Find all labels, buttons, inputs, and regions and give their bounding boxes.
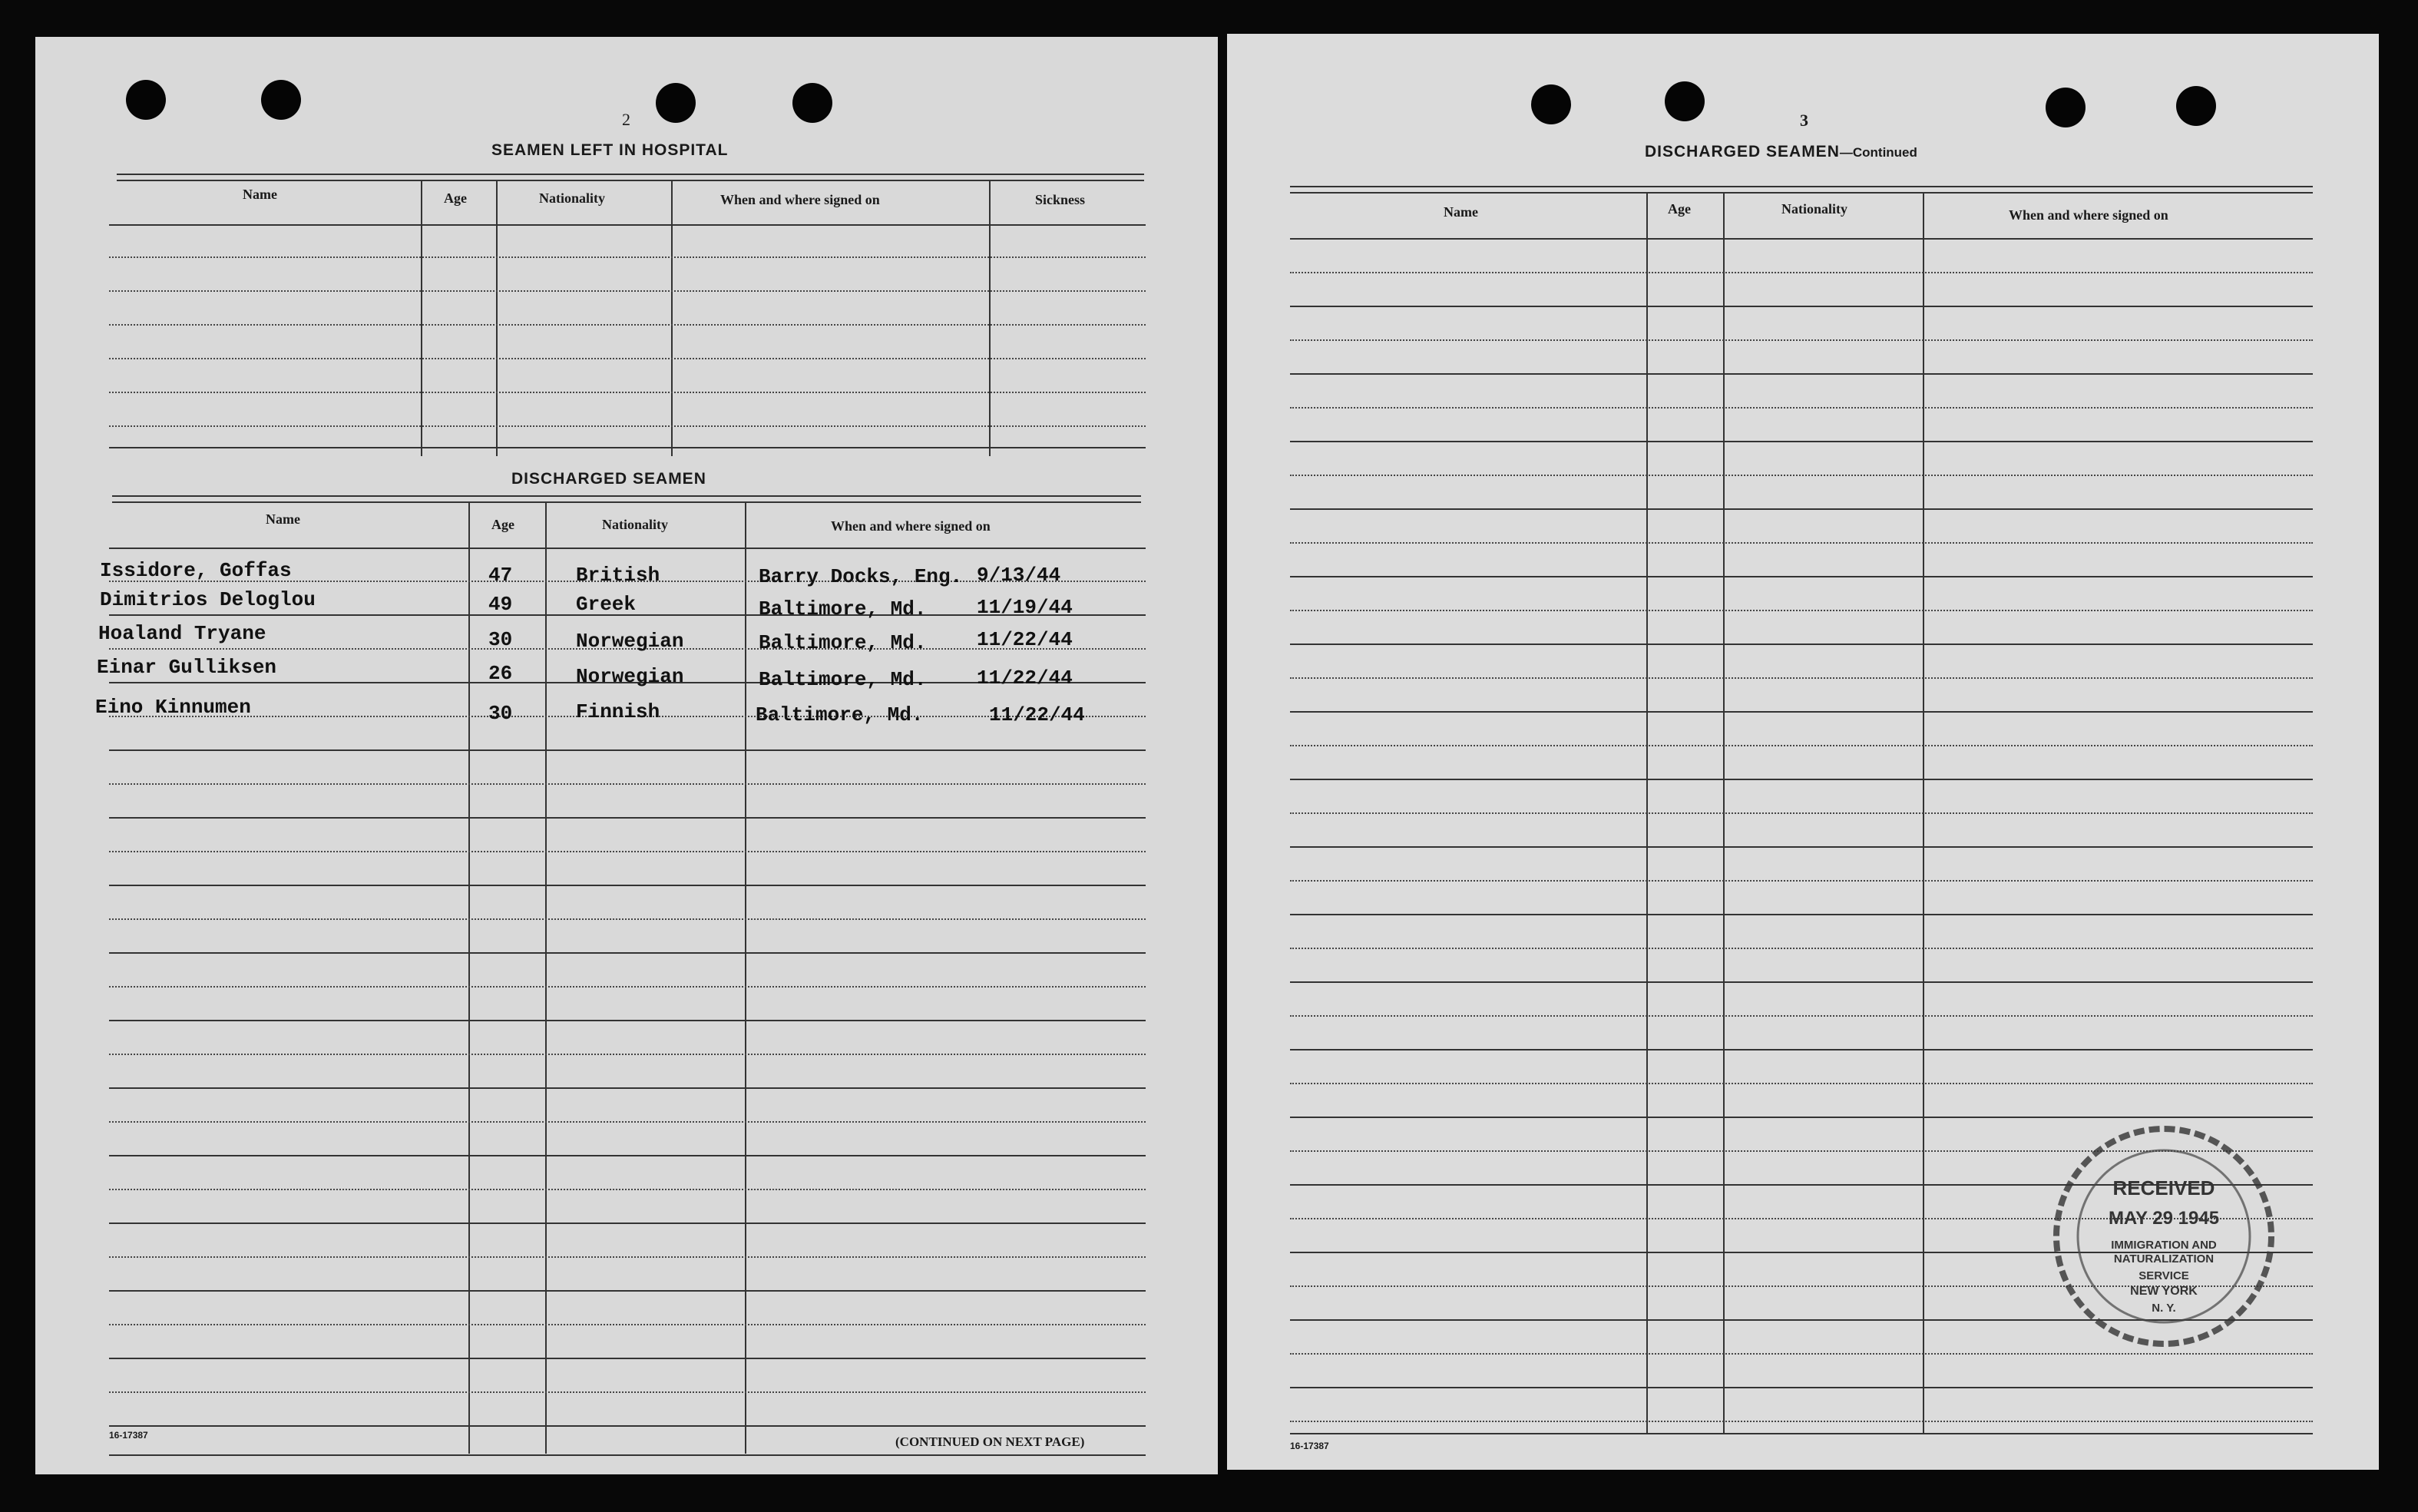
punch-hole — [2046, 88, 2086, 127]
page-number: 2 — [622, 110, 630, 129]
ruled-line — [1290, 1049, 2313, 1050]
column-header-age: Age — [444, 190, 467, 206]
ruled-line — [109, 986, 1146, 988]
ruled-line — [1290, 475, 2313, 476]
ruled-line — [109, 817, 1146, 819]
signed-on-date: 11/22/44 — [989, 703, 1085, 726]
discharged-continued-title — [1645, 143, 1917, 161]
ruled-line — [1290, 812, 2313, 814]
ruled-line — [109, 1054, 1146, 1055]
signed-on-date: 9/13/44 — [977, 564, 1061, 587]
continued-note: (CONTINUED ON NEXT PAGE) — [895, 1434, 1085, 1449]
ruled-line — [109, 1425, 1146, 1427]
ruled-line — [1290, 1353, 2313, 1355]
ruled-line — [1290, 981, 2313, 983]
signed-on-place: Baltimore, Md. — [759, 597, 927, 620]
ruled-line — [109, 1087, 1146, 1089]
form-number: 16-17387 — [1290, 1441, 1329, 1451]
ruled-line — [1290, 880, 2313, 882]
seaman-name: Dimitrios Deloglou — [100, 588, 316, 611]
ruled-line — [1290, 779, 2313, 780]
ruled-line — [109, 885, 1146, 886]
ruled-line — [109, 952, 1146, 954]
signed-on-place: Barry Docks, Eng. — [759, 565, 963, 588]
ruled-line — [109, 1324, 1146, 1325]
column-header-when-where: When and where signed on — [831, 518, 991, 534]
discharged-section-title: DISCHARGED SEAMEN — [511, 470, 706, 488]
ruled-line — [1290, 846, 2313, 848]
punch-hole — [1665, 81, 1705, 121]
column-header-nationality: Nationality — [539, 190, 606, 206]
ruled-line — [109, 1391, 1146, 1393]
ruled-line — [109, 749, 1146, 751]
left-page — [35, 37, 1218, 1474]
column-header-when-where: When and where signed on — [720, 192, 880, 207]
seaman-nationality: Norwegian — [576, 630, 684, 653]
column-header-sickness: Sickness — [1035, 192, 1086, 207]
ruled-line — [1290, 1015, 2313, 1017]
seaman-nationality: British — [576, 564, 660, 587]
ruled-line — [1290, 610, 2313, 611]
ruled-line — [1290, 914, 2313, 915]
stamp-line: NATURALIZATION — [2113, 1252, 2215, 1266]
ruled-line — [1290, 1117, 2313, 1118]
ruled-line — [1290, 644, 2313, 645]
ruled-line — [109, 783, 1146, 785]
punch-hole — [1531, 84, 1571, 124]
column-header-nationality: Nationality — [1781, 201, 1848, 217]
ruled-line — [1290, 1387, 2313, 1388]
ruled-line — [109, 1155, 1146, 1156]
form-number: 16-17387 — [109, 1430, 148, 1441]
ruled-line — [109, 1189, 1146, 1190]
column-header-name: Name — [266, 511, 300, 527]
stamp-line: MAY 29 1945 — [2108, 1208, 2220, 1229]
column-header-age: Age — [491, 517, 514, 532]
ruled-line — [1290, 745, 2313, 746]
title-suffix: —Continued — [1839, 145, 1917, 160]
punch-hole — [2176, 86, 2216, 126]
ruled-line — [1290, 1083, 2313, 1084]
ruled-line — [1290, 677, 2313, 679]
signed-on-date: 11/22/44 — [977, 628, 1073, 651]
punch-hole — [126, 80, 166, 120]
seaman-nationality: Finnish — [576, 700, 660, 723]
ruled-line — [1290, 306, 2313, 307]
ruled-line — [1290, 373, 2313, 375]
stamp-line: SERVICE — [2138, 1269, 2189, 1282]
page-number: 3 — [1800, 111, 1808, 130]
stamp-line: NEW YORK — [2130, 1285, 2198, 1298]
column-header-name: Name — [1444, 204, 1478, 220]
ruled-line — [109, 1256, 1146, 1258]
stamp-line: RECEIVED — [2112, 1176, 2215, 1199]
ruled-line — [109, 851, 1146, 852]
signed-on-date: 11/19/44 — [977, 596, 1073, 619]
seaman-name: Hoaland Tryane — [98, 622, 266, 645]
punch-hole — [656, 83, 696, 123]
ruled-line — [109, 1290, 1146, 1292]
hospital-section-title: SEAMEN LEFT IN HOSPITAL — [491, 141, 729, 159]
column-header-when-where: When and where signed on — [2009, 207, 2168, 223]
seaman-name: Einar Gulliksen — [97, 656, 277, 679]
seaman-name: Issidore, Goffas — [100, 559, 292, 582]
ruled-line — [1290, 441, 2313, 442]
punch-hole — [792, 83, 832, 123]
seaman-name: Eino Kinnumen — [95, 696, 251, 719]
signed-on-place: Baltimore, Md. — [759, 631, 927, 654]
ruled-line — [109, 1358, 1146, 1359]
column-header-age: Age — [1668, 201, 1691, 217]
title-main: DISCHARGED SEAMEN — [1645, 143, 1840, 160]
ruled-line — [109, 1223, 1146, 1224]
seaman-nationality: Greek — [576, 593, 637, 616]
ruled-line — [1290, 711, 2313, 713]
seaman-age: 49 — [488, 593, 513, 616]
stamp-line: N. Y. — [2152, 1302, 2176, 1315]
ruled-line — [1290, 576, 2313, 577]
ruled-line — [1290, 272, 2313, 273]
seaman-nationality: Norwegian — [576, 665, 684, 688]
signed-on-place: Baltimore, Md. — [759, 668, 927, 691]
ruled-line — [1290, 407, 2313, 409]
ruled-line — [1290, 948, 2313, 949]
signed-on-place: Baltimore, Md. — [756, 703, 924, 726]
column-header-nationality: Nationality — [602, 517, 669, 532]
ruled-line — [1290, 542, 2313, 544]
ruled-line — [109, 1020, 1146, 1021]
received-stamp — [2049, 1121, 2279, 1352]
seaman-age: 26 — [488, 662, 513, 685]
seaman-age: 30 — [488, 628, 513, 651]
seaman-age: 30 — [488, 702, 513, 725]
signed-on-date: 11/22/44 — [977, 667, 1073, 690]
ruled-line — [1290, 508, 2313, 510]
ruled-line — [109, 1121, 1146, 1123]
punch-hole — [261, 80, 301, 120]
ruled-line — [1290, 339, 2313, 341]
seaman-age: 47 — [488, 564, 513, 587]
ruled-line — [109, 918, 1146, 920]
stamp-line: IMMIGRATION AND — [2111, 1239, 2217, 1252]
ruled-line — [1290, 1421, 2313, 1422]
column-header-name: Name — [243, 187, 277, 202]
